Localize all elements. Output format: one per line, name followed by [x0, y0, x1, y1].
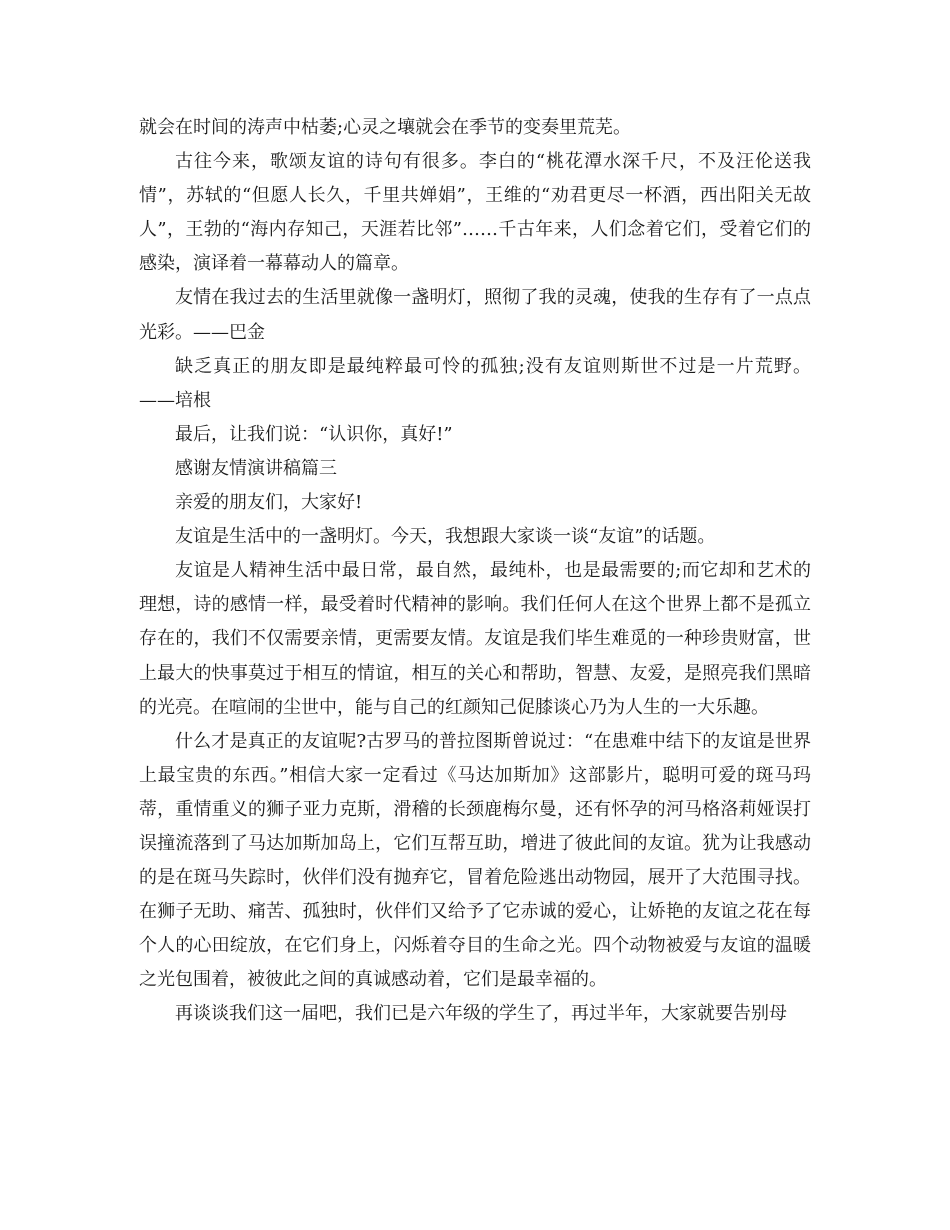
paragraph-quote-bacon: 缺乏真正的朋友即是最纯粹最可怜的孤独;没有友谊则斯世不过是一片荒野。——培根	[139, 355, 811, 411]
paragraph-continuation: 就会在时间的涛声中枯萎;心灵之壤就会在季节的变奏里荒芜。	[139, 117, 632, 138]
paragraph-greeting: 亲爱的朋友们，大家好!	[175, 492, 363, 514]
paragraph-sixth-grade: 再谈谈我们这一届吧，我们已是六年级的学生了，再过半年，大家就要告别母	[175, 1003, 787, 1025]
paragraph-quote-bajin: 友情在我过去的生活里就像一盏明灯，照彻了我的灵魂，使我的生存有了一点点光彩。——巴金	[139, 287, 811, 343]
paragraph-madagascar: 什么才是真正的友谊呢?古罗马的普拉图斯曾说过：“在患难中结下的友谊是世界上最宝贵的东西。”相信大家一定看过《马达加斯加》这部影片，聪明可爱的斑马玛蒂，重情重义的狮子亚力克斯，滑稽的长颈鹿梅尔曼，还有怀孕的河马格洛莉娅误打误撞流落到了马达加斯加岛上，它们互帮互助，增进了彼此间的友谊。犹为让我感动的是在斑马失踪时，伙伴们没有抛弃它，冒着危险逃出动物园，展开了大范围寻找。在狮子无助、痛苦、孤独时，伙伴们又给予了它赤诚的爱心，让娇艳的友谊之花在每个人的心田绽放，在它们身上，闪烁着夺目的生命之光。四个动物被爱与友谊的温暖之光包围着，被彼此之间的真诚感动着，它们是最幸福的。	[139, 730, 811, 991]
document-body	[139, 111, 811, 1032]
paragraph-poems: 古往今来，歌颂友谊的诗句有很多。李白的“桃花潭水深千尺，不及汪伦送我情”，苏轼的“但愿人长久，千里共婵娟”，王维的“劝君更尽一杯酒，西出阳关无故人”，王勃的“海内存知己，天涯若比邻”……千古年来，人们念着它们，受着它们的感染，演译着一幕幕动人的篇章。	[139, 151, 811, 275]
paragraph-friendship: 友谊是人精神生活中最日常，最自然，最纯朴，也是最需要的;而它却和艺术的理想，诗的感情一样，最受着时代精神的影响。我们任何人在这个世界上都不是孤立存在的，我们不仅需要亲情，更需要友情。友谊是我们毕生难觅的一种珍贵财富，世上最大的快事莫过于相互的情谊，相互的关心和帮助，智慧、友爱，是照亮我们黑暗的光亮。在喧闹的尘世中，能与自己的红颜知己促膝谈心乃为人生的一大乐趣。	[139, 560, 811, 718]
section-heading: 感谢友情演讲稿篇三	[175, 457, 337, 479]
paragraph-intro: 友谊是生活中的一盏明灯。今天，我想跟大家谈一谈“友谊”的话题。	[175, 526, 716, 548]
paragraph-closing: 最后，让我们说：“认识你，真好!”	[175, 423, 453, 445]
